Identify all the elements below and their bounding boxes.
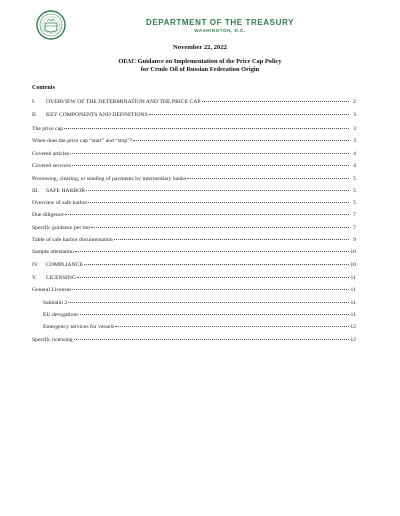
toc-entry-page: 3 — [353, 112, 356, 118]
toc-entry-page: 7 — [353, 212, 356, 218]
toc-entry-page: 12 — [350, 324, 356, 330]
toc-leader-dots — [75, 251, 349, 252]
toc-entry-page: 12 — [350, 337, 356, 343]
toc-entry-label: General Licenses — [32, 287, 72, 293]
toc-leader-dots — [86, 190, 349, 191]
toc-entry[interactable] — [32, 211, 356, 219]
toc-leader-dots — [72, 289, 349, 290]
toc-entry-page: 2 — [353, 99, 356, 105]
toc-entry[interactable] — [32, 311, 356, 319]
toc-entry-label: EU derogations — [43, 312, 79, 318]
toc-entry[interactable] — [32, 286, 356, 294]
toc-entry[interactable] — [32, 336, 356, 344]
toc-entry-page: 4 — [353, 163, 356, 169]
toc-entry-label: Sample attestation — [32, 249, 74, 255]
toc-entry-page: 11 — [350, 287, 356, 293]
toc-entry-label: OVERVIEW OF THE DETERMINATION AND THE PRICE CAP — [46, 99, 201, 105]
toc-entry-page: 9 — [353, 237, 356, 243]
toc-leader-dots — [115, 326, 349, 327]
toc-leader-dots — [202, 101, 349, 102]
toc-entry-label: Specific guidance per tier — [32, 225, 91, 231]
toc-entry-page: 3 — [353, 138, 356, 144]
toc-entry[interactable] — [32, 111, 356, 119]
toc-leader-dots — [65, 214, 349, 215]
contents-heading: Contents — [32, 85, 56, 91]
toc-leader-dots — [68, 302, 349, 303]
toc-leader-dots — [70, 153, 349, 154]
toc-entry[interactable] — [32, 261, 356, 269]
toc-entry-label: COMPLIANCE — [46, 262, 83, 268]
toc-entry-page: 5 — [353, 176, 356, 182]
toc-leader-dots — [72, 165, 349, 166]
toc-entry[interactable] — [32, 187, 356, 195]
toc-entry-label: KEY COMPONENTS AND DEFINITIONS — [46, 112, 148, 118]
toc-entry-label: Due diligence — [32, 212, 64, 218]
toc-leader-dots — [74, 339, 349, 340]
toc-entry-number: II. — [32, 112, 38, 118]
toc-entry-page: 10 — [350, 262, 356, 268]
department-name: DEPARTMENT OF THE TREASURY — [145, 18, 295, 27]
toc-entry[interactable] — [32, 150, 356, 158]
document-date: November 22, 2022 — [173, 44, 227, 51]
toc-leader-dots — [80, 314, 349, 315]
toc-entry[interactable] — [32, 98, 356, 106]
toc-leader-dots — [77, 277, 349, 278]
document-title — [0, 58, 400, 74]
toc-entry-label: Processing, clearing, or sending of payments by intermediary banks — [32, 176, 187, 182]
toc-entry-page: 11 — [350, 300, 356, 306]
toc-leader-dots — [133, 140, 349, 141]
toc-entry-number: IV. — [32, 262, 39, 268]
toc-entry-label: SAFE HARBOR — [46, 188, 86, 194]
toc-entry[interactable] — [32, 299, 356, 307]
toc-entry[interactable] — [32, 323, 356, 331]
toc-entry[interactable] — [32, 248, 356, 256]
toc-leader-dots — [88, 202, 349, 203]
toc-entry-page: 4 — [353, 151, 356, 157]
toc-leader-dots — [64, 128, 349, 129]
toc-entry[interactable] — [32, 224, 356, 232]
toc-entry[interactable] — [32, 199, 356, 207]
toc-entry[interactable] — [32, 162, 356, 170]
toc-entry-page: 3 — [353, 126, 356, 132]
toc-entry-label: When does the price cap “start” and “stop”? — [32, 138, 133, 144]
toc-entry-label: Table of safe harbor documentation — [32, 237, 113, 243]
toc-entry-page: 7 — [353, 225, 356, 231]
toc-entry-number: III. — [32, 188, 40, 194]
department-city: WASHINGTON, D.C. — [194, 28, 246, 33]
toc-entry-label: Emergency services for vessels — [43, 324, 115, 330]
toc-entry-label: Sakhalin 2 — [43, 300, 68, 306]
toc-entry[interactable] — [32, 125, 356, 133]
toc-leader-dots — [84, 264, 349, 265]
toc-entry-label: Specific licensing — [32, 337, 73, 343]
toc-entry-page: 5 — [353, 188, 356, 194]
toc-entry-page: 10 — [350, 249, 356, 255]
toc-leader-dots — [149, 114, 349, 115]
title-line-1: OFAC Guidance on Implementation of the Price Cap Policy — [118, 58, 282, 65]
toc-entry-page: 5 — [353, 200, 356, 206]
toc-entry[interactable] — [32, 236, 356, 244]
toc-entry-label: The price cap — [32, 126, 63, 132]
toc-entry-page: 11 — [350, 275, 356, 281]
toc-entry-page: 11 — [350, 312, 356, 318]
toc-entry-label: LICENSING — [46, 275, 77, 281]
toc-entry-label: Covered services — [32, 163, 72, 169]
toc-leader-dots — [114, 239, 349, 240]
toc-entry-number: I. — [32, 99, 36, 105]
toc-entry[interactable] — [32, 137, 356, 145]
toc-entry-label: Overview of safe harbor — [32, 200, 88, 206]
toc-entry-number: V. — [32, 275, 37, 281]
toc-entry[interactable] — [32, 175, 356, 183]
toc-leader-dots — [91, 227, 349, 228]
department-header — [0, 18, 400, 33]
toc-leader-dots — [187, 178, 349, 179]
title-line-2: for Crude Oil of Russian Federation Origin — [140, 66, 260, 73]
toc-entry-label: Covered articles — [32, 151, 70, 157]
toc-entry[interactable] — [32, 274, 356, 282]
